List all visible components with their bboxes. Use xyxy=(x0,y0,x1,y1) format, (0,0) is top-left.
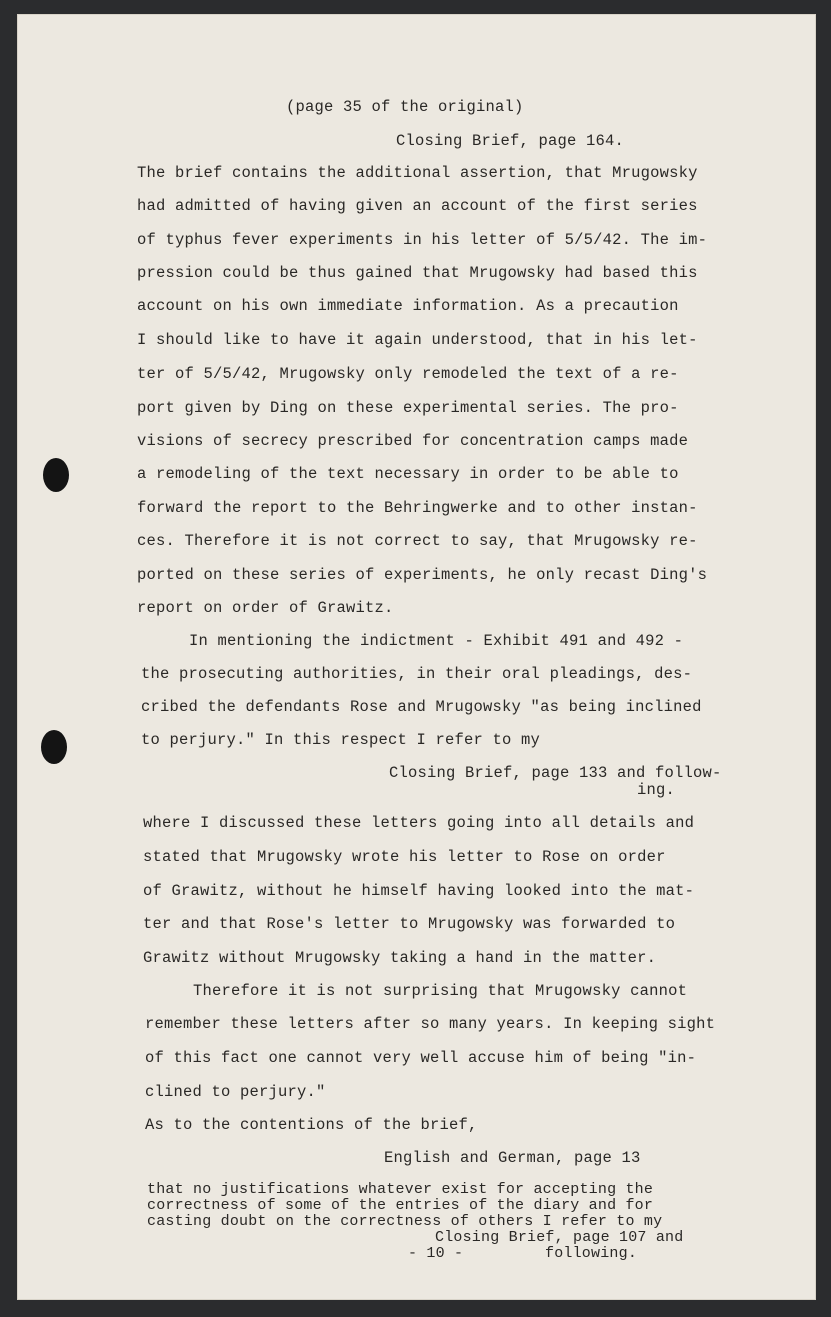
text-line: where I discussed these letters going into all details and xyxy=(143,814,695,832)
closing-brief-reference: Closing Brief, page 107 and xyxy=(435,1229,684,1246)
text-line: report on order of Grawitz. xyxy=(137,599,394,617)
document-page xyxy=(17,14,816,1300)
text-line: a remodeling of the text necessary in order to be able to xyxy=(137,465,679,483)
page-number: - 10 - xyxy=(408,1245,464,1262)
punch-hole-bottom xyxy=(41,730,67,764)
text-line: Therefore it is not surprising that Mrugowsky cannot xyxy=(193,982,688,1000)
text-line: had admitted of having given an account of the first series xyxy=(137,197,698,215)
closing-brief-reference: Closing Brief, page 133 and follow- xyxy=(389,764,722,782)
text-line: casting doubt on the correctness of others I refer to my xyxy=(147,1213,663,1230)
text-line: clined to perjury." xyxy=(145,1083,326,1101)
text-line: pression could be thus gained that Mrugowsky had based this xyxy=(137,264,698,282)
closing-brief-reference: following. xyxy=(545,1245,638,1262)
text-line: Grawitz without Mrugowsky taking a hand in the matter. xyxy=(143,949,657,967)
text-line: ces. Therefore it is not correct to say, that Mrugowsky re- xyxy=(137,532,698,550)
english-german-reference: English and German, page 13 xyxy=(384,1149,641,1167)
page-header: (page 35 of the original) xyxy=(286,98,524,116)
text-line: ported on these series of experiments, he only recast Ding's xyxy=(137,566,708,584)
text-line: As to the contentions of the brief, xyxy=(145,1116,478,1134)
text-line: I should like to have it again understood, that in his let- xyxy=(137,331,698,349)
punch-hole-top xyxy=(43,458,69,492)
text-line: stated that Mrugowsky wrote his letter to Rose on order xyxy=(143,848,666,866)
text-line: account on his own immediate information. As a precaution xyxy=(137,297,679,315)
text-line: ter and that Rose's letter to Mrugowsky was forwarded to xyxy=(143,915,676,933)
text-line: forward the report to the Behringwerke and to other instan- xyxy=(137,499,698,517)
text-line: port given by Ding on these experimental series. The pro- xyxy=(137,399,679,417)
text-line: of Grawitz, without he himself having looked into the mat- xyxy=(143,882,695,900)
text-line: The brief contains the additional assertion, that Mrugowsky xyxy=(137,164,698,182)
text-line: the prosecuting authorities, in their oral pleadings, des- xyxy=(141,665,693,683)
text-line: of this fact one cannot very well accuse him of being "in- xyxy=(145,1049,697,1067)
text-line: ter of 5/5/42, Mrugowsky only remodeled the text of a re- xyxy=(137,365,679,383)
text-line: that no justifications whatever exist for accepting the xyxy=(147,1181,654,1198)
closing-brief-reference: ing. xyxy=(637,781,676,799)
text-line: to perjury." In this respect I refer to my xyxy=(141,731,541,749)
text-line: remember these letters after so many years. In keeping sight xyxy=(145,1015,716,1033)
text-line: cribed the defendants Rose and Mrugowsky "as being inclined xyxy=(141,698,702,716)
text-line: visions of secrecy prescribed for concentration camps made xyxy=(137,432,689,450)
text-line: In mentioning the indictment - Exhibit 491 and 492 - xyxy=(189,632,684,650)
text-line: of typhus fever experiments in his letter of 5/5/42. The im- xyxy=(137,231,708,249)
closing-brief-reference: Closing Brief, page 164. xyxy=(396,132,625,150)
text-line: correctness of some of the entries of the diary and for xyxy=(147,1197,654,1214)
